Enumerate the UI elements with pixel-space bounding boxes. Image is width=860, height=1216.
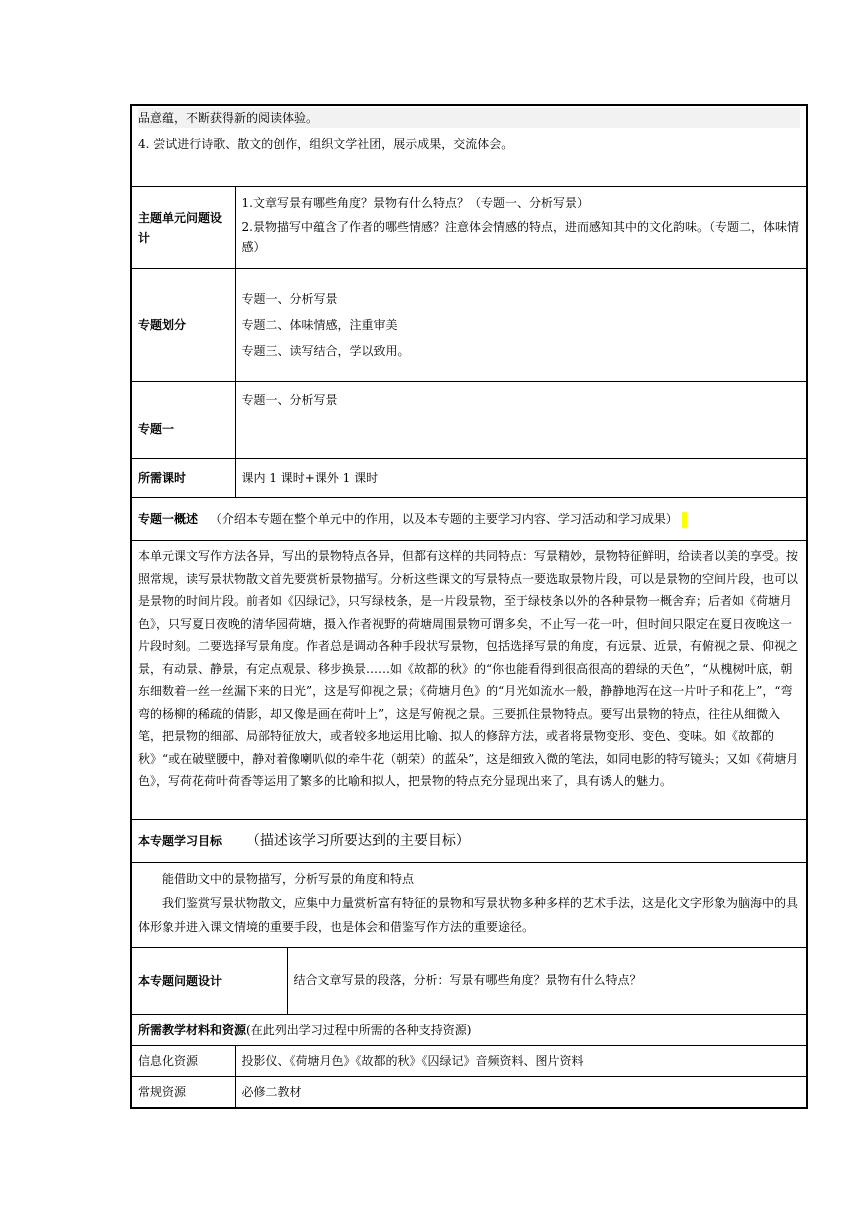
resource-value: 必修二教材	[235, 1077, 807, 1109]
goals-note: （描述该学习所要达到的主要目标）	[245, 833, 470, 849]
highlight-marker	[682, 512, 687, 528]
lesson-plan-page	[130, 104, 806, 1109]
topic-division-row	[131, 269, 807, 382]
hours-label: 所需课时	[131, 459, 235, 498]
overview-note: （介绍本专题在整个单元中的作用，以及本专题的主要学习内容、学习活动和学习成果）	[209, 512, 678, 526]
overview-label: 专题一概述	[138, 512, 199, 526]
topic-division-item: 专题一、分析写景	[241, 292, 338, 306]
unit-question-2: 2.景物描写中蕴含了作者的哪些情感？注意体会情感的特点，进而感知其中的文化韵味。（专题二，体味情感）	[241, 220, 799, 254]
resource-label: 信息化资源	[131, 1046, 235, 1077]
goals-line-1: 能借助文中的景物描写，分析写景的角度和特点	[162, 872, 415, 886]
resources-note: (在此列出学习过程中所需的各种支持资源)	[246, 1023, 472, 1037]
topic-one-row	[131, 382, 807, 459]
unit-question-1: 1.文章写景有哪些角度？景物有什么特点？（专题一、分析写景）	[241, 196, 589, 210]
intro-line-2: 4. 尝试进行诗歌、散文的创作，组织文学社团，展示成果，交流体会。	[138, 137, 514, 151]
topic-division-item: 专题三、读写结合，学以致用。	[241, 344, 410, 358]
topic-division-item: 专题二、体味情感，注重审美	[241, 318, 398, 332]
topic-one-value: 专题一、分析写景	[235, 382, 807, 459]
resources-header-row	[131, 1015, 807, 1046]
resources-label: 所需教学材料和资源	[138, 1023, 247, 1037]
hours-value: 课内 1 课时+课外 1 课时	[235, 459, 807, 498]
overview-body-row	[131, 541, 807, 820]
overview-header-row	[131, 498, 807, 541]
goals-label: 本专题学习目标	[138, 834, 223, 848]
goals-header-row	[131, 820, 807, 863]
hours-row	[131, 459, 807, 498]
resource-value: 投影仪、《荷塘月色》《故都的秋》《囚绿记》音频资料、图片资料	[235, 1046, 807, 1077]
topic-question-value: 结合文章写景的段落，分析：写景有哪些角度？景物有什么特点？	[287, 948, 807, 1015]
resource-label: 常规资源	[131, 1077, 235, 1109]
topic-question-row	[131, 948, 807, 1015]
unit-questions-label: 主题单元问题设计	[131, 187, 235, 269]
goals-body-row	[131, 863, 807, 948]
topic-division-label: 专题划分	[131, 269, 235, 382]
resource-row	[131, 1046, 807, 1077]
overview-body: 本单元课文写作方法各异，写出的景物特点各异，但都有这样的共同特点：写景精妙，景物特征鲜明，给读者以美的享受。按照常规，读写景状物散文首先要赏析景物描写。分析这些课文的写景特点一要选取景物片段，可以是景物的空间片段，也可以是景物的时间片段。前者如《囚绿记》，只写绿枝条，是一片段景物，至于绿枝条以外的各种景物一概舍弃；后者如《荷塘月色》，只写夏日夜晚的清华园荷塘，摄入作者视野的荷塘周围景物可谓多矣，不止写一花一叶，但时间只限定在夏日夜晚这一片段时刻。二要选择写景角度。作者总是调动各种手段状写景物，包括选择写景的角度，有远景、近景，有俯视之景、仰视之景，有动景、静景，有定点观景、移步换景……如《故都的秋》的“你也能看得到很高很高的碧绿的天色”，“从槐树叶底，朝东细数着一丝一丝漏下来的日光”，这是写仰视之景；《荷塘月色》的“月光如流水一般，静静地泻在这一片叶子和花上”，“弯弯的杨柳的稀疏的倩影，却又像是画在荷叶上”，这是写俯视之景。三要抓住景物特点。要写出景物的特点，往往从细微入笔，把景物的细部、局部特征放大，或者较多地运用比喻、拟人的修辞方法，或者将景物变形、变色、变味。如《故都的秋》“或在破壁腰中，静对着像喇叭似的牵牛花（朝荣）的蓝朵”，这是细致入微的笔法，如同电影的特写镜头；又如《荷塘月色》，写荷花荷叶荷香等运用了繁多的比喻和拟人，把景物的特点充分显现出来了，具有诱人的魅力。	[131, 541, 807, 820]
topic-one-label: 专题一	[131, 382, 235, 459]
lesson-plan-table	[130, 104, 808, 1109]
resource-row	[131, 1077, 807, 1109]
intro-row	[131, 105, 807, 187]
goals-line-2: 我们鉴赏写景状物散文，应集中力量赏析富有特征的景物和写景状物多种多样的艺术手法，这是化文字形象为脑海中的具体形象并进入课文情境的重要手段，也是体会和借鉴写作方法的重要途径。	[138, 896, 799, 934]
intro-line-1: 品意蕴，不断获得新的阅读体验。	[138, 108, 800, 128]
topic-question-label: 本专题问题设计	[131, 948, 287, 1015]
unit-questions-row	[131, 187, 807, 269]
